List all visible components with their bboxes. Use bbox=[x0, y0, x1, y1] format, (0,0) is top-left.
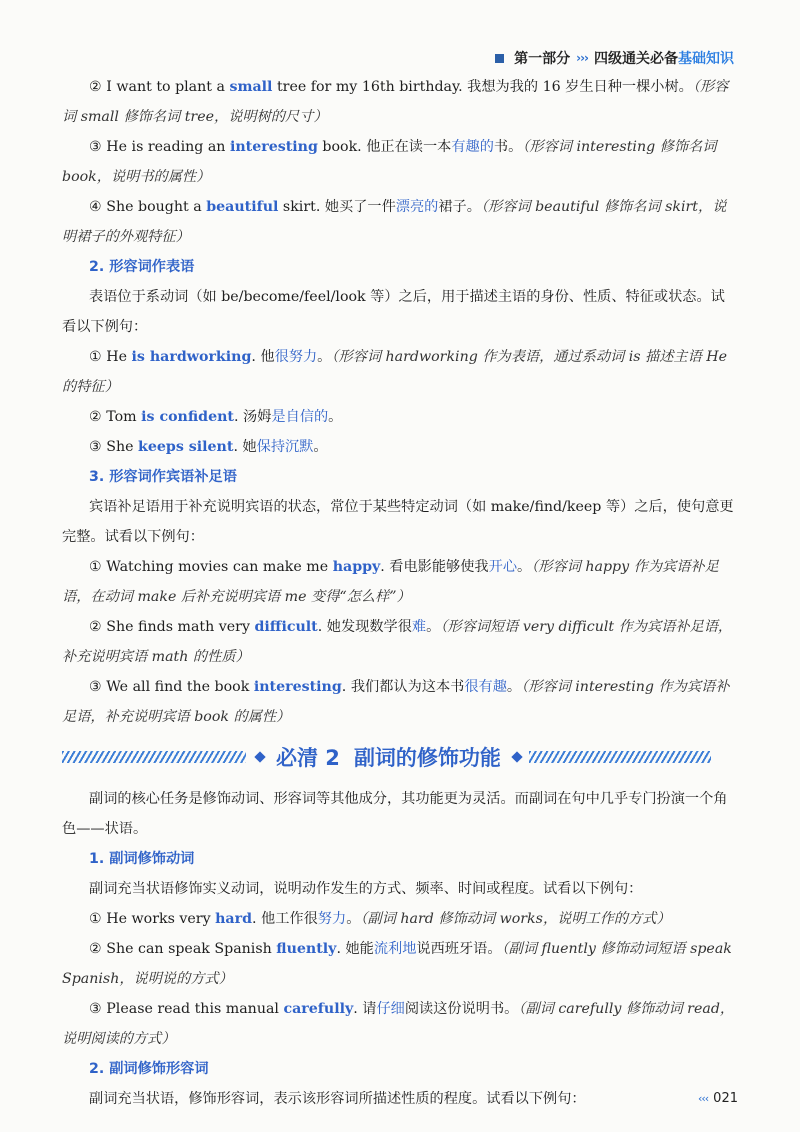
example-paragraph: ④ She bought a beautiful skirt. 她买了一件漂亮的裙子。（形容词 beautiful 修饰名词 skirt，说明裙子的外观特征） bbox=[62, 199, 727, 245]
example-paragraph: ① He works very hard. 他工作很努力。（副词 hard 修饰动词 works，说明工作的方式） bbox=[89, 911, 671, 927]
annotation: （副词 carefully 修饰动词 read，说明阅读的方式） bbox=[62, 1001, 735, 1047]
keyword-cn: 开心 bbox=[488, 559, 518, 575]
keyword-cn: 很有趣 bbox=[464, 679, 507, 695]
keyword: beautiful bbox=[206, 199, 279, 215]
header-highlight: 基础知识 bbox=[678, 51, 734, 67]
keyword: hard bbox=[215, 911, 253, 927]
header-text: 四级通关必备 bbox=[594, 51, 678, 67]
annotation: （形容词 interesting 修饰名词 book，说明书的属性） bbox=[62, 139, 717, 185]
keyword-cn: 难 bbox=[411, 619, 427, 635]
annotation: （形容词 small 修饰名词 tree，说明树的尺寸） bbox=[62, 79, 729, 125]
annotation: （形容词 interesting 作为宾语补足语，补充说明宾语 book 的属性） bbox=[62, 679, 730, 725]
example-paragraph: ② She can speak Spanish fluently. 她能流利地说西班牙语。（副词 fluently 修饰动词短语 speak Spanish，说明说的方式） bbox=[62, 941, 732, 987]
page-arrows-icon: ‹‹‹ bbox=[697, 1092, 709, 1105]
example-paragraph: ③ We all find the book interesting. 我们都认为这本书很有趣。（形容词 interesting 作为宾语补足语，补充说明宾语 book 的属性） bbox=[62, 679, 730, 725]
body-paragraph: 表语位于系动词（如 be/become/feel/look 等）之后，用于描述主语的身份、性质、特征或状态。试看以下例句： bbox=[62, 289, 725, 335]
example-paragraph: ② Tom is confident. 汤姆是自信的。 bbox=[89, 409, 343, 425]
page-content bbox=[62, 72, 738, 1114]
header-arrows-icon: ››› bbox=[576, 51, 588, 65]
body-paragraph: 副词的核心任务是修饰动词、形容词等其他成分，其功能更为灵活。而副词在句中几乎专门扮演一个角色——状语。 bbox=[62, 791, 728, 837]
keyword: interesting bbox=[253, 679, 342, 695]
keyword-cn: 努力 bbox=[317, 911, 347, 927]
subheading: 2. 副词修饰形容词 bbox=[89, 1061, 209, 1077]
body-paragraph: 副词充当状语修饰实义动词，说明动作发生的方式、频率、时间或程度。试看以下例句： bbox=[89, 881, 643, 897]
subheading: 1. 副词修饰动词 bbox=[89, 851, 195, 867]
keyword-cn: 仔细 bbox=[376, 1001, 405, 1017]
example-paragraph: ① He is hardworking. 他很努力。（形容词 hardworking 作为表语，通过系动词 is 描述主语 He 的特征） bbox=[62, 349, 728, 395]
example-paragraph: ② She finds math very difficult. 她发现数学很难。（形容词短语 very difficult 作为宾语补足语，补充说明宾语 math 的性质） bbox=[62, 619, 733, 665]
keyword: carefully bbox=[283, 1001, 354, 1017]
section-title: 副词的修饰功能 bbox=[353, 746, 501, 770]
keyword: keeps silent bbox=[138, 439, 234, 455]
subheading: 3. 形容词作宾语补足语 bbox=[89, 469, 237, 485]
example-paragraph: ③ She keeps silent. 她保持沉默。 bbox=[89, 439, 328, 455]
example-paragraph: ③ Please read this manual carefully. 请仔细阅读这份说明书。（副词 carefully 修饰动词 read，说明阅读的方式） bbox=[62, 1001, 735, 1047]
keyword-cn: 流利地 bbox=[373, 941, 417, 957]
keyword-cn: 是自信的 bbox=[271, 409, 329, 425]
diamond-icon bbox=[511, 751, 522, 762]
annotation: （副词 hard 修饰动词 works，说明工作的方式） bbox=[360, 911, 671, 927]
example-paragraph: ② I want to plant a small tree for my 16th birthday. 我想为我的 16 岁生日种一棵小树。（形容词 small 修饰名词 tree，说明树的尺寸） bbox=[62, 79, 729, 125]
header-square-icon bbox=[495, 54, 504, 63]
hatch-decoration bbox=[62, 751, 246, 763]
subheading: 2. 形容词作表语 bbox=[89, 259, 195, 275]
keyword-cn: 漂亮的 bbox=[395, 199, 439, 215]
keyword: is hardworking bbox=[131, 349, 252, 365]
hatch-decoration bbox=[529, 751, 711, 763]
keyword: interesting bbox=[229, 139, 318, 155]
annotation: （形容词短语 very difficult 作为宾语补足语，补充说明宾语 math 的性质） bbox=[62, 619, 733, 665]
annotation: （形容词 beautiful 修饰名词 skirt，说明裙子的外观特征） bbox=[62, 199, 727, 245]
keyword: happy bbox=[332, 559, 381, 575]
diamond-icon bbox=[254, 751, 265, 762]
annotation: （形容词 hardworking 作为表语，通过系动词 is 描述主语 He 的特征） bbox=[62, 349, 728, 395]
keyword-cn: 保持沉默 bbox=[256, 439, 314, 455]
keyword: fluently bbox=[276, 941, 337, 957]
keyword-cn: 有趣的 bbox=[451, 139, 494, 155]
keyword: small bbox=[229, 79, 273, 95]
section-heading bbox=[62, 736, 738, 778]
annotation: （副词 fluently 修饰动词短语 speak Spanish，说明说的方式） bbox=[62, 941, 732, 987]
annotation: （形容词 happy 作为宾语补足语，在动词 make 后补充说明宾语 me 变得“怎么样”） bbox=[62, 559, 719, 605]
page-number: ‹‹‹ 021 bbox=[697, 1091, 738, 1106]
running-header bbox=[495, 48, 734, 68]
example-paragraph: ③ He is reading an interesting book. 他正在读一本有趣的书。（形容词 interesting 修饰名词 book，说明书的属性） bbox=[62, 139, 717, 185]
keyword-cn: 很努力 bbox=[274, 349, 318, 365]
body-paragraph: 宾语补足语用于补充说明宾语的状态，常位于某些特定动词（如 make/find/keep 等）之后，使句意更完整。试看以下例句： bbox=[62, 499, 734, 545]
keyword: is confident bbox=[141, 409, 234, 425]
body-paragraph: 副词充当状语，修饰形容词，表示该形容词所描述性质的程度。试看以下例句： bbox=[89, 1091, 586, 1107]
example-paragraph: ① Watching movies can make me happy. 看电影能够使我开心。（形容词 happy 作为宾语补足语，在动词 make 后补充说明宾语 me 变得“怎么样”） bbox=[62, 559, 719, 605]
section-label: 必清 2 bbox=[276, 746, 340, 770]
header-part: 第一部分 bbox=[514, 51, 571, 67]
keyword: difficult bbox=[254, 619, 318, 635]
